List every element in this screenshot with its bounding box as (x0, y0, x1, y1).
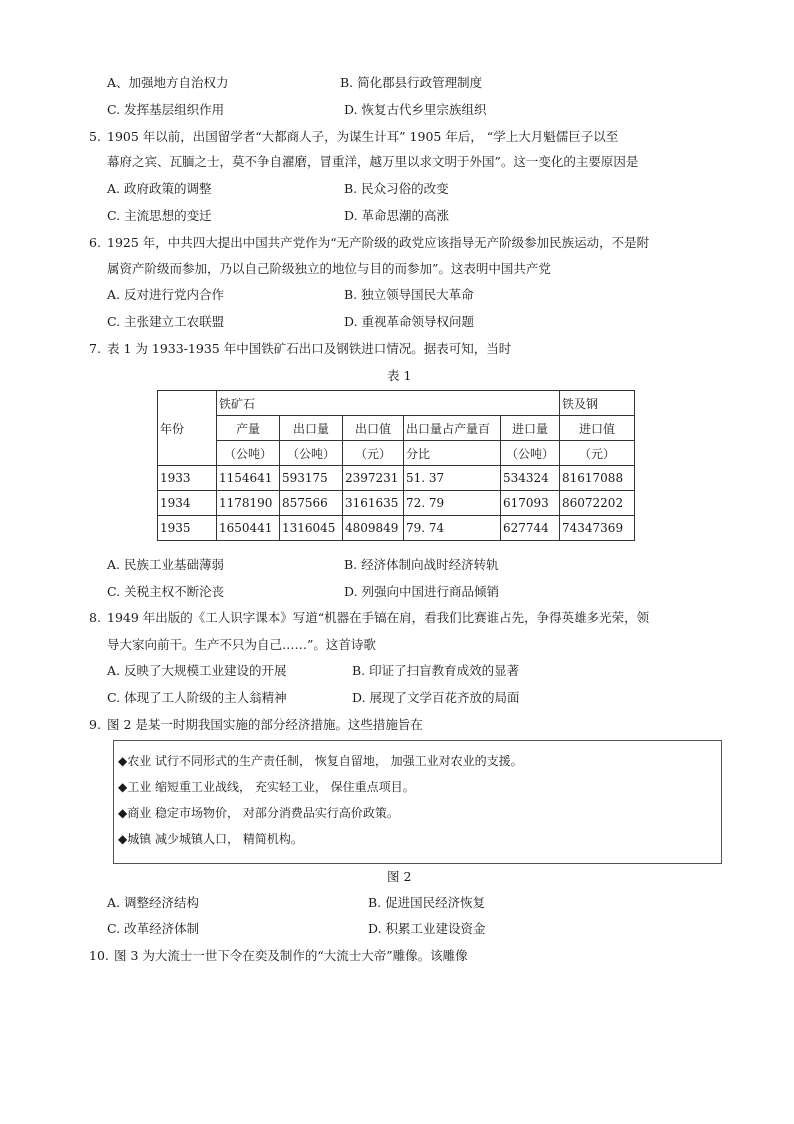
q8-number: 8. (89, 610, 101, 625)
figure-2-caption: 图 2 (387, 869, 412, 884)
col-header-import-value: 进口值 (560, 416, 635, 441)
cell-export-value: 2397231 (343, 466, 404, 491)
q4-option-b: B. 简化郡县行政管理制度 (340, 75, 483, 90)
q8-option-d: D. 展现了文学百花齐放的局面 (352, 690, 520, 705)
q9-option-c: C. 改革经济体制 (107, 921, 200, 936)
group-header-iron-ore: 铁矿石 (217, 391, 560, 416)
q9-number: 9. (89, 717, 101, 732)
col-header-year: 年份 (158, 391, 217, 466)
q8-stem-line2: 导大家向前干。生产不只为自己……”。这首诗歌 (107, 637, 376, 652)
cell-import: 617093 (501, 491, 560, 516)
cell-import: 534324 (501, 466, 560, 491)
col-header-export: 出口量 (280, 416, 343, 441)
q6-number: 6. (89, 235, 101, 250)
q5-stem-line1: 1905 年以前，出国留学者“大都商人子，为谋生计耳” 1905 年后， “学上大月魁儒巨子以至 (107, 129, 619, 144)
table-row (158, 516, 635, 541)
q9-stem-line1: 图 2 是某一时期我国实施的部分经济措施。这些措施旨在 (107, 717, 423, 732)
cell-pct: 72. 79 (404, 491, 501, 516)
cell-year: 1934 (158, 491, 217, 516)
cell-year: 1933 (158, 466, 217, 491)
cell-export-value: 3161635 (343, 491, 404, 516)
q6-stem-line2: 属资产阶级而参加，乃以自己阶级独立的地位与目的而参加”。这表明中国共产党 (107, 261, 551, 276)
col-unit-import-value: （元） (560, 441, 635, 466)
measure-industry: ◆工业 缩短重工业战线， 充实轻工业， 保住重点项目。 (118, 780, 415, 794)
iron-ore-steel-table (157, 390, 635, 541)
q9-option-b: B. 促进国民经济恢复 (368, 895, 486, 910)
col-header-import: 进口量 (501, 416, 560, 441)
q8-stem-line1: 1949 年出版的《工人识字课本》写道“机器在手镐在肩，看我们比赛谁占先，争得英雄多光荣，领 (107, 610, 650, 625)
q7-option-c: C. 关税主权不断沦丧 (107, 584, 225, 599)
col-unit-output: （公吨） (217, 441, 280, 466)
q10-number: 10. (89, 948, 109, 963)
table-row (158, 466, 635, 491)
q4-option-a: A、加强地方自治权力 (107, 75, 229, 90)
q6-option-c: C. 主张建立工农联盟 (107, 314, 225, 329)
cell-pct: 51. 37 (404, 466, 501, 491)
cell-import-value: 74347369 (560, 516, 635, 541)
q6-option-b: B. 独立领导国民大革命 (344, 287, 474, 302)
table-row (158, 491, 635, 516)
q7-option-d: D. 列强向中国进行商品倾销 (344, 584, 500, 599)
col-unit-export-value: （元） (343, 441, 404, 466)
q5-stem-line2: 幕府之宾、瓦腼之士，莫不争自濯磨，冒重洋，越万里以求文明于外国”。这一变化的主要原因是 (107, 154, 639, 169)
table-1-caption: 表 1 (387, 368, 412, 383)
col-header-output: 产量 (217, 416, 280, 441)
cell-import-value: 86072202 (560, 491, 635, 516)
measure-agriculture: ◆农业 试行不同形式的生产责任制， 恢复自留地， 加强工业对农业的支援。 (118, 754, 523, 768)
q9-option-d: D. 积累工业建设资金 (368, 921, 486, 936)
cell-export: 593175 (280, 466, 343, 491)
col-header-export-value: 出口值 (343, 416, 404, 441)
q5-option-a: A. 政府政策的调整 (107, 181, 212, 196)
group-header-steel: 铁及钢 (560, 391, 635, 416)
cell-import-value: 81617088 (560, 466, 635, 491)
q4-option-d: D. 恢复古代乡里宗族组织 (344, 102, 487, 117)
cell-output: 1154641 (217, 466, 280, 491)
q6-stem-line1: 1925 年，中共四大提出中国共产党作为“无产阶级的政党应该指导无产阶级参加民族运动，不是附 (107, 235, 650, 250)
q7-stem-line1: 表 1 为 1933-1935 年中国铁矿石出口及钢铁进口情况。据表可知，当时 (107, 341, 512, 356)
q10-stem-line1: 图 3 为大流士一世下令在奕及制作的“大流士大帝”雕像。该雕像 (114, 948, 468, 963)
q7-option-b: B. 经济体制向战时经济转轨 (344, 557, 499, 572)
q5-option-b: B. 民众习俗的改变 (344, 181, 449, 196)
q8-option-b: B. 印证了扫盲教育成效的显著 (352, 663, 520, 678)
col-unit-import: （公吨） (501, 441, 560, 466)
q5-option-c: C. 主流思想的变迁 (107, 208, 212, 223)
cell-import: 627744 (501, 516, 560, 541)
q5-number: 5. (89, 129, 101, 144)
measure-commerce: ◆商业 稳定市场物价， 对部分消费品实行高价政策。 (118, 806, 399, 820)
q6-option-a: A. 反对进行党内合作 (107, 287, 224, 302)
col-header-pct: 出口量占产量百 (404, 416, 501, 441)
col-unit-export: （公吨） (280, 441, 343, 466)
q6-option-d: D. 重视革命领导权问题 (344, 314, 475, 329)
col-header-pct-cont: 分比 (404, 441, 501, 466)
q8-option-a: A. 反映了大规模工业建设的开展 (107, 663, 287, 678)
figure-2-measures-box (113, 740, 722, 864)
cell-year: 1935 (158, 516, 217, 541)
q7-option-a: A. 民族工业基础薄弱 (107, 557, 224, 572)
q7-number: 7. (89, 341, 101, 356)
cell-pct: 79. 74 (404, 516, 501, 541)
measure-towns: ◆城镇 减少城镇人口， 精简机构。 (118, 832, 303, 846)
cell-output: 1650441 (217, 516, 280, 541)
q8-option-c: C. 体现了工人阶级的主人翁精神 (107, 690, 287, 705)
cell-export: 857566 (280, 491, 343, 516)
cell-output: 1178190 (217, 491, 280, 516)
q5-option-d: D. 革命思潮的高涨 (344, 208, 450, 223)
q9-option-a: A. 调整经济结构 (107, 895, 199, 910)
q4-option-c: C. 发挥基层组织作用 (107, 102, 225, 117)
cell-export-value: 4809849 (343, 516, 404, 541)
cell-export: 1316045 (280, 516, 343, 541)
